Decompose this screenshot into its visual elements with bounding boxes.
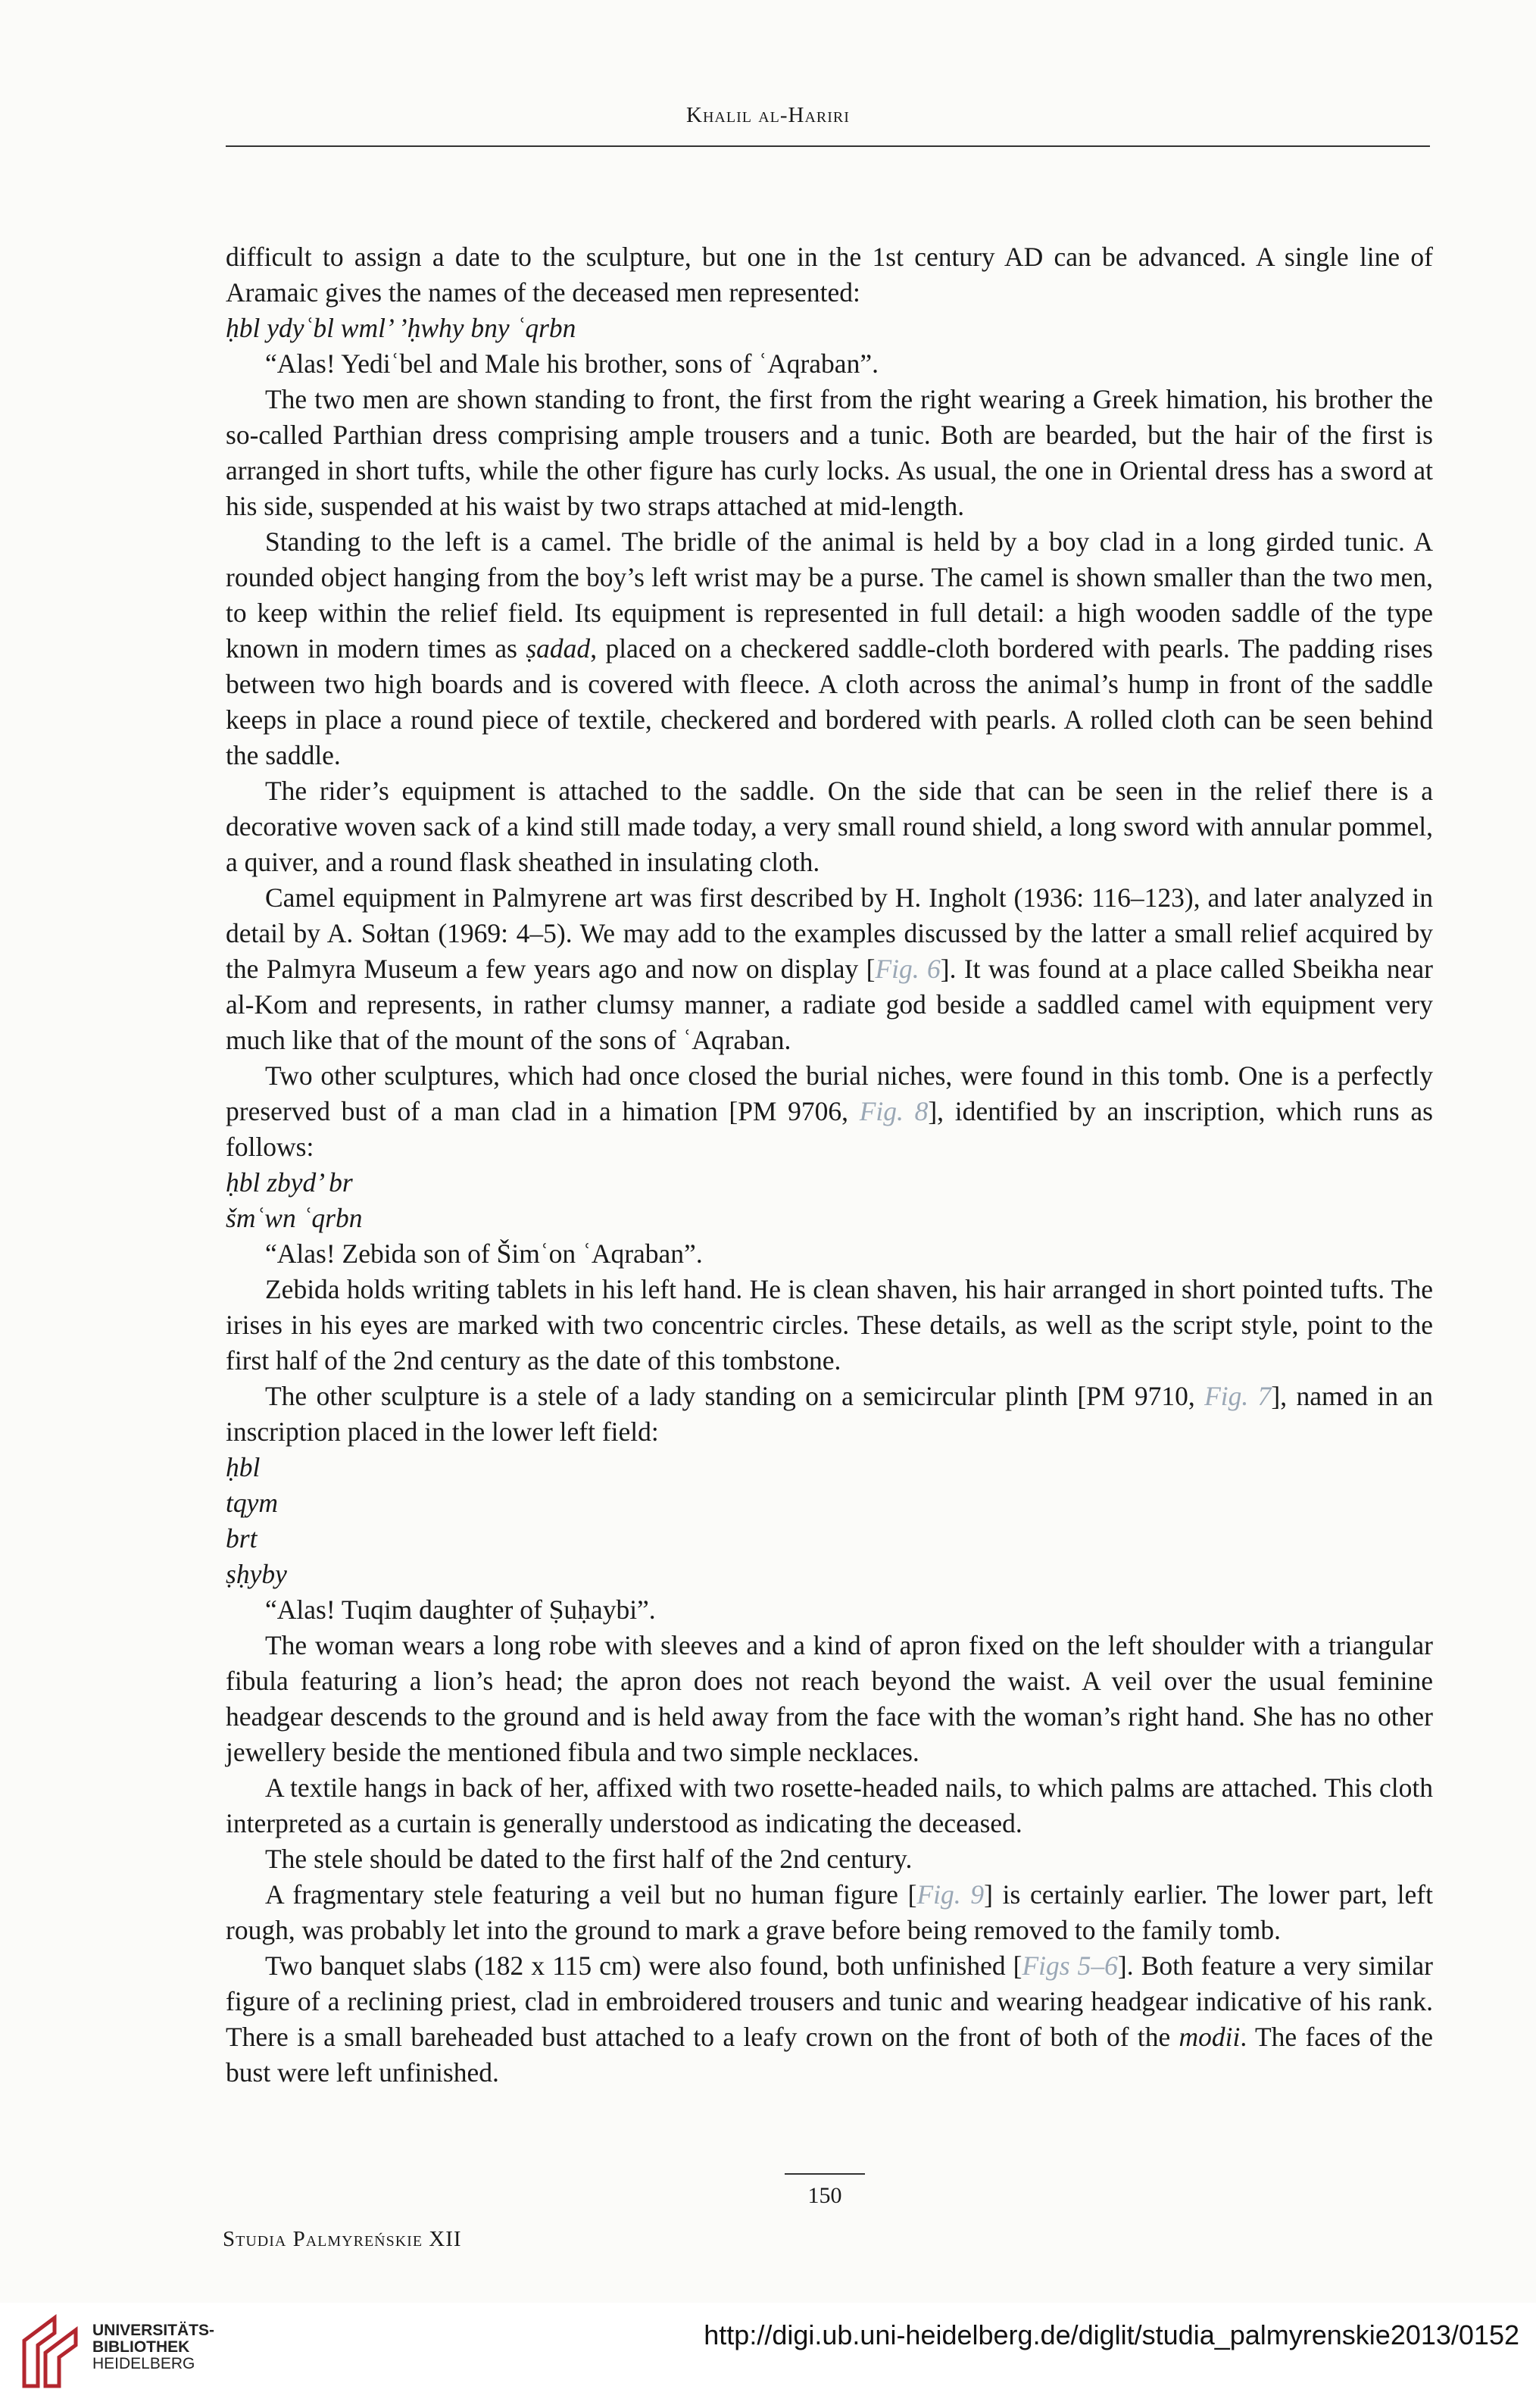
paragraph: difficult to assign a date to the sculpture, but one in the 1st century AD can be advanced. A single line of Aramaic gives the names of the deceased men represented: bbox=[226, 242, 1433, 308]
inscription-line: ḥbl zbyd’ br bbox=[226, 1167, 353, 1198]
header-rule bbox=[226, 145, 1430, 147]
paragraph: Two other sculptures, which had once closed the burial niches, were found in this tomb. One is a perfectly preserved bust of a man clad in a himation [PM 9706, Fig. 8], identified by an inscription, which runs as follows: bbox=[226, 1060, 1433, 1162]
library-name-line: BIBLIOTHEK bbox=[92, 2338, 190, 2356]
paragraph: Zebida holds writing tablets in his left hand. He is clean shaven, his hair arranged in short pointed tufts. The irises in his eyes are marked with two concentric circles. These details, as well as the script style, point to the first half of the 2nd century as the date of this tombstone. bbox=[226, 1274, 1433, 1376]
translation: “Alas! Tuqim daughter of Ṣuḥaybi”. bbox=[265, 1594, 656, 1625]
paragraph: Two banquet slabs (182 x 115 cm) were also found, both unfinished [Figs 5–6]. Both feature a very similar figure of a reclining priest, clad in embroidered trousers and tunic and wearing headgear indicative of his rank. There is a small bareheaded bust attached to a leafy crown on the front of both of the modii. The faces of the bust were left unfinished. bbox=[226, 1950, 1433, 2088]
inscription-line: brt bbox=[226, 1523, 258, 1554]
italic-term: modii bbox=[1179, 2022, 1241, 2052]
folio-rule bbox=[785, 2173, 865, 2175]
translation: “Alas! Yediʿbel and Male his brother, sons of ʿAqraban”. bbox=[265, 348, 879, 379]
paragraph: Camel equipment in Palmyrene art was first described by H. Ingholt (1936: 116–123), and later analyzed in detail by A. Sołtan (1969: 4–5). We may add to the examples discussed by the latter a small relief acquired by the Palmyra Museum a few years ago and now on display [Fig. 6]. It was found at a place called Sbeikha near al-Kom and represents, in rather clumsy manner, a radiate god beside a saddled camel with equipment very much like that of the mount of the sons of ʿAqraban. bbox=[226, 882, 1433, 1055]
series-title: Studia Palmyreńskie XII bbox=[223, 2227, 462, 2251]
inscription-line: ṣḥyby bbox=[226, 1559, 287, 1589]
figure-link[interactable]: Figs 5–6 bbox=[1022, 1950, 1118, 1981]
inscription-line: tqym bbox=[226, 1488, 279, 1518]
paragraph: Standing to the left is a camel. The bridle of the animal is held by a boy clad in a long girded tunic. A rounded object hanging from the boy’s left wrist may be a purse. The camel is shown smaller than the two men, to keep within the relief field. Its equipment is represented in full detail: a high wooden saddle of the type known in modern times as ṣadad, placed on a checkered saddle-cloth bordered with pearls. The padding rises between two high boards and is covered with fleece. A cloth across the animal’s hump in front of the saddle keeps in place a round piece of textile, checkered and bordered with pearls. A rolled cloth can be seen behind the saddle. bbox=[226, 526, 1433, 770]
paragraph: The rider’s equipment is attached to the saddle. On the side that can be seen in the relief there is a decorative woven sack of a kind still made today, a very small round shield, a long sword with annular pommel, a quiver, and a round flask sheathed in insulating cloth. bbox=[226, 776, 1433, 877]
translation: “Alas! Zebida son of Šimʿon ʿAqraban”. bbox=[265, 1238, 703, 1269]
university-library-logo-icon bbox=[17, 2310, 85, 2394]
paragraph: The stele should be dated to the first half of the 2nd century. bbox=[265, 1844, 913, 1874]
paragraph: A fragmentary stele featuring a veil but no human figure [Fig. 9] is certainly earlier. The lower part, left rough, was probably let into the ground to mark a grave before being removed to the family tomb. bbox=[226, 1879, 1433, 1945]
figure-link[interactable]: Fig. 9 bbox=[916, 1879, 985, 1910]
digital-library-url[interactable]: http://digi.ub.uni-heidelberg.de/diglit/studia_palmyrenskie2013/0152 bbox=[704, 2319, 1519, 2350]
figure-link[interactable]: Fig. 6 bbox=[875, 954, 941, 984]
running-head: Khalil al-Hariri bbox=[686, 103, 850, 127]
library-name-line: UNIVERSITÄTS- bbox=[92, 2322, 215, 2339]
body-text bbox=[226, 239, 1433, 2091]
figure-link[interactable]: Fig. 8 bbox=[859, 1096, 929, 1126]
page-number: 150 bbox=[807, 2183, 842, 2208]
library-name-line: HEIDELBERG bbox=[92, 2355, 195, 2372]
inscription-line: šmʿwn ʿqrbn bbox=[226, 1203, 363, 1233]
paragraph: The two men are shown standing to front, the first from the right wearing a Greek himation, his brother the so-called Parthian dress comprising ample trousers and a tunic. Both are bearded, but the hair of the first is arranged in short tufts, while the other figure has curly locks. As usual, the one in Oriental dress has a sword at his side, suspended at his waist by two straps attached at mid-length. bbox=[226, 384, 1433, 521]
inscription-line: ḥbl ydyʿbl wml’ ’ḥwhy bny ʿqrbn bbox=[226, 313, 576, 343]
paragraph: A textile hangs in back of her, affixed with two rosette-headed nails, to which palms are attached. This cloth interpreted as a curtain is generally understood as indicating the deceased. bbox=[226, 1772, 1433, 1838]
library-name bbox=[92, 2322, 214, 2372]
paragraph: The woman wears a long robe with sleeves and a kind of apron fixed on the left shoulder with a triangular fibula featuring a lion’s head; the apron does not reach beyond the waist. A veil over the usual feminine headgear descends to the ground and is held away from the face with the woman’s right hand. She has no other jewellery beside the mentioned fibula and two simple necklaces. bbox=[226, 1630, 1433, 1767]
inscription-line: ḥbl bbox=[226, 1452, 261, 1482]
paragraph: The other sculpture is a stele of a lady standing on a semicircular plinth [PM 9710, Fig. 7], named in an inscription placed in the lower left field: bbox=[226, 1381, 1433, 1447]
italic-term: ṣadad bbox=[526, 633, 591, 664]
library-footer-bar bbox=[0, 2303, 1536, 2408]
figure-link[interactable]: Fig. 7 bbox=[1204, 1381, 1272, 1411]
